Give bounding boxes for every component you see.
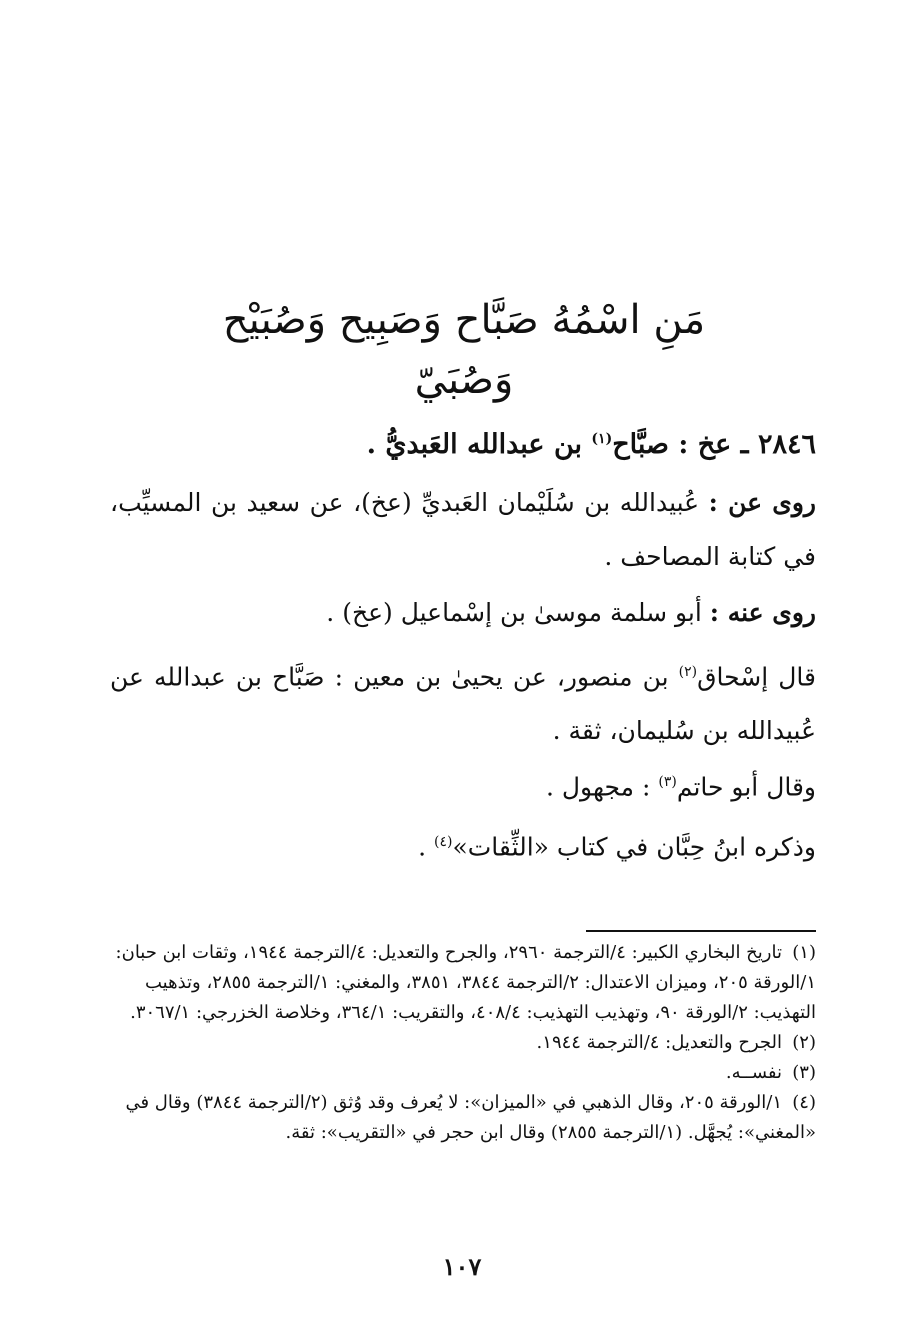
section-heading: مَنِ اسْمُهُ صَبَّاح وَصَبِيح وَصُبَيْح وَصُبَيّ xyxy=(222,297,706,403)
entry-name: صبَّاح xyxy=(612,429,669,460)
footnote-text: ١/الورقة ٢٠٥، وقال الذهبي في «الميزان»: لا يُعرف وقد وُثق (٢/الترجمة ٣٨٤٤) وقال في «المغني»: يُجهَّل. (١/الترجمة ٢٨٥٥) وقال ابن حجر في «التقريب»: ثقة. xyxy=(125,1092,816,1143)
text-narrated-from: عُبيدالله بن سُلَيْمان العَبديِّ (عخ)، عن سعيد بن المسيِّب، في كتابة المصاحف . xyxy=(110,488,816,571)
footnote-ref-3: (٣) xyxy=(658,774,677,790)
footnote-ref-4: (٤) xyxy=(434,834,453,850)
entry-rest: بن عبدالله العَبديُّ . xyxy=(366,429,583,460)
entry-dash: ـ xyxy=(740,429,749,460)
paragraph-abu-hatim xyxy=(110,755,816,814)
entry-header xyxy=(130,415,816,469)
text-abu-hatim-b: : مجهول . xyxy=(545,772,651,802)
footnote-1 xyxy=(108,938,816,1028)
text-abu-hatim-a: وقال أبو حاتم xyxy=(676,772,816,802)
paragraph-narrated-from xyxy=(110,476,816,584)
footnote-number: (٢) xyxy=(792,1032,816,1053)
footnote-text: نفســه. xyxy=(725,1062,782,1083)
label-narrated-from: روى عن : xyxy=(708,488,817,517)
footnotes xyxy=(108,938,816,1148)
footnote-ref-2: (٢) xyxy=(678,664,698,680)
footnote-ref-1: (١) xyxy=(591,431,613,447)
text-ibn-hibban-b: . xyxy=(418,832,427,862)
footnote-4 xyxy=(108,1088,816,1148)
entry-code: عخ : xyxy=(678,429,732,460)
footnote-divider xyxy=(586,930,816,932)
paragraph-ishaq xyxy=(110,645,816,758)
footnote-2 xyxy=(108,1028,816,1058)
text-ishaq-a: قال إسْحاق xyxy=(697,662,816,692)
footnote-3 xyxy=(108,1058,816,1088)
footnote-number: (٤) xyxy=(792,1092,816,1113)
footnote-number: (٣) xyxy=(792,1062,816,1083)
footnote-number: (١) xyxy=(792,942,816,963)
text-ishaq-b: بن منصور، عن يحيىٰ بن معين : صَبَّاح بن عبدالله عن عُبيدالله بن سُليمان، ثقة . xyxy=(110,662,816,746)
paragraph-ibn-hibban xyxy=(110,815,816,874)
label-narrated-by: روى عنه : xyxy=(709,598,816,627)
text-ibn-hibban-a: وذكره ابنُ حِبَّان في كتاب «الثِّقات» xyxy=(452,832,816,862)
footnote-text: تاريخ البخاري الكبير: ٤/الترجمة ٢٩٦٠، والجرح والتعديل: ٤/الترجمة ١٩٤٤، وثقات ابن حبان: ١/الورقة ٢٠٥، وميزان الاعتدال: ٢/الترجمة ٣٨٤٤، ٣٨٥١، والمغني: ١/الترجمة ٢٨٥٥، وتذهيب التهذيب: ٢/الورقة ٩٠، وتهذيب التهذيب: ٤٠٨/٤، والتقريب: ٣٦٤/١، وخلاصة الخزرجي: ٣٠٦٧/١. xyxy=(115,942,816,1023)
page-number: ١٠٧ xyxy=(442,1252,482,1281)
footnote-text: الجرح والتعديل: ٤/الترجمة ١٩٤٤. xyxy=(536,1032,782,1053)
entry-number: ٢٨٤٦ xyxy=(757,429,816,460)
text-narrated-by: أبو سلمة موسىٰ بن إسْماعيل (عخ) . xyxy=(326,598,702,627)
paragraph-narrated-by xyxy=(110,586,816,640)
